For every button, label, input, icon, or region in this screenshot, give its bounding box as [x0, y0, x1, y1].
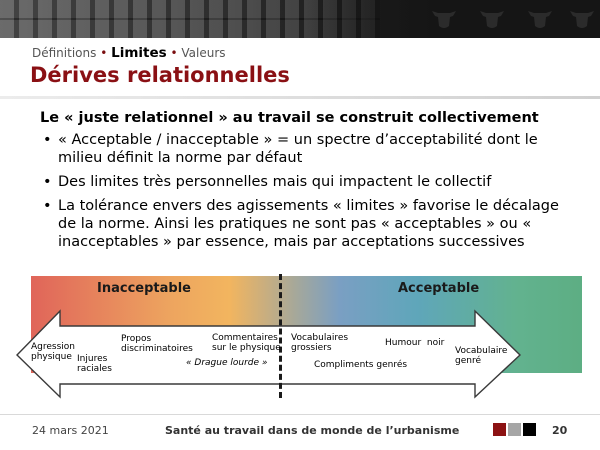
breadcrumb-separator: • [100, 46, 108, 60]
footer-divider [0, 414, 600, 415]
list-item: • La tolérance envers des agissements « limites » favorise le décalage de la norme. Ainsi les pratiques ne sont pas « acceptables » ou « inacceptables » par essence, mais par acceptations successives [43, 198, 559, 250]
slide-title: Dérives relationnelles [30, 63, 290, 87]
bullet-icon: • [43, 132, 52, 148]
item-commentaires: Commentaires sur le physique [212, 333, 281, 353]
list-item: • Des limites très personnelles mais qui impactent le collectif [43, 174, 492, 190]
item-vocabulaires: Vocabulaires grossiers [291, 333, 349, 353]
breadcrumb-valeurs: Valeurs [181, 46, 226, 60]
footer-square-grey [508, 423, 521, 436]
breadcrumb-separator: • [170, 46, 178, 60]
item-propos: Propos discriminatoires [121, 334, 193, 354]
list-item: • « Acceptable / inacceptable » = un spectre d’acceptabilité dont le milieu définit la norme par défaut [43, 132, 538, 166]
inacceptable-label: Inacceptable [97, 281, 191, 296]
item-injures: Injures raciales [77, 354, 112, 374]
lead-statement: Le « juste relationnel » au travail se construit collectivement [40, 110, 539, 126]
footer-date: 24 mars 2021 [32, 424, 109, 437]
bullet-icon: • [43, 174, 52, 190]
acceptable-label: Acceptable [398, 281, 480, 296]
breadcrumb-definitions: Définitions [32, 46, 97, 60]
item-drague: « Drague lourde » [186, 358, 268, 368]
breadcrumb-limites: Limites [111, 45, 167, 61]
footer-square-black [523, 423, 536, 436]
item-compliments: Compliments genrés [314, 360, 408, 370]
item-vocabulaire-genre: Vocabulaire genré [455, 346, 508, 366]
footer-title: Santé au travail dans de monde de l’urbanisme [165, 424, 460, 437]
bullet-icon: • [43, 198, 52, 214]
item-humour: Humour noir [385, 338, 445, 348]
page-number: 20 [552, 424, 568, 437]
footer-square-red [493, 423, 506, 436]
item-agression: Agression physique [31, 342, 75, 362]
